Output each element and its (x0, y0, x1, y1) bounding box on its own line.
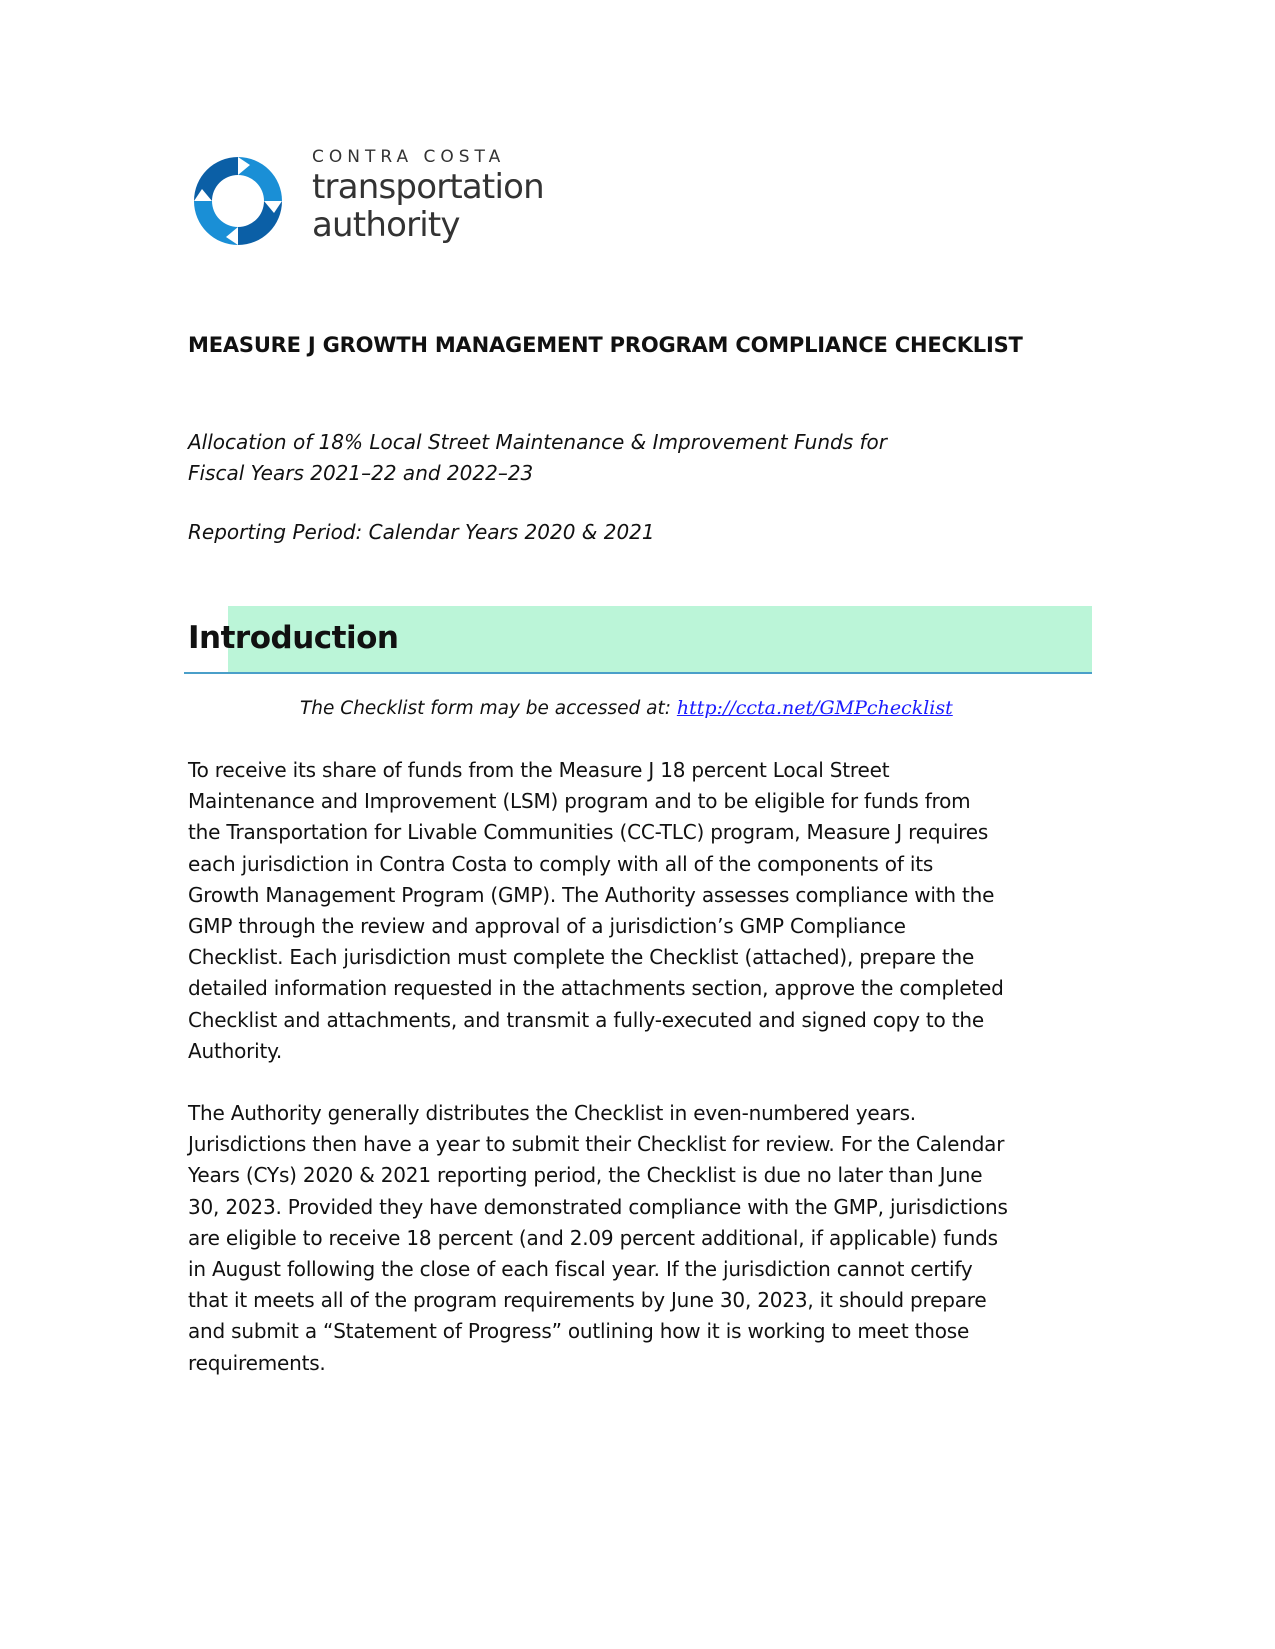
subtitle-line: Fiscal Years 2021–22 and 2022–23 (188, 461, 534, 485)
paragraph-line: The Authority generally distributes the Checklist in even-numbered years. (188, 1101, 916, 1125)
paragraph-line: Maintenance and Improvement (LSM) program and to be eligible for funds from (188, 789, 971, 814)
reporting-period: Reporting Period: Calendar Years 2020 & 2021 (188, 520, 655, 544)
access-label: The Checklist form may be accessed at: (300, 698, 677, 719)
paragraph-line: Jurisdictions then have a year to submit their Checklist for review. For the Calendar (188, 1132, 1005, 1157)
paragraph-line: Checklist. Each jurisdiction must complete the Checklist (attached), prepare the (188, 945, 975, 970)
paragraph-line: 30, 2023. Provided they have demonstrated compliance with the GMP, jurisdictions (188, 1194, 1008, 1219)
paragraph-line: requirements. (188, 1350, 326, 1375)
logo-wordmark (312, 146, 544, 244)
paragraph-line: are eligible to receive 18 percent (and 2.09 percent additional, if applicable) funds (188, 1225, 998, 1250)
checklist-access-line (300, 697, 953, 719)
paragraph-line: detailed information requested in the attachments section, approve the completed (188, 976, 1004, 1001)
paragraph-line: Checklist and attachments, and transmit a fully-executed and signed copy to the (188, 1007, 984, 1032)
document-subtitle (188, 427, 1088, 489)
paragraph-line: the Transportation for Livable Communities (CC-TLC) program, Measure J requires (188, 820, 989, 845)
intro-paragraph-1 (188, 755, 1108, 1067)
paragraph-line: that it meets all of the program requirements by June 30, 2023, it should prepare (188, 1288, 987, 1313)
logo-line-authority: authority (312, 205, 460, 245)
paragraph-line: Growth Management Program (GMP). The Authority assesses compliance with the (188, 882, 995, 907)
document-title: MEASURE J GROWTH MANAGEMENT PROGRAM COMPLIANCE CHECKLIST (188, 333, 1023, 357)
paragraph-line: in August following the close of each fiscal year. If the jurisdiction cannot certify (188, 1257, 973, 1282)
ccta-logo (188, 146, 588, 256)
paragraph-line: Years (CYs) 2020 & 2021 reporting period, the Checklist is due no later than June (188, 1163, 983, 1188)
section-heading-text: Introduction (188, 620, 399, 656)
logo-line-contra-costa: CONTRA COSTA (312, 147, 506, 167)
checklist-link[interactable]: http://ccta.net/GMPchecklist (676, 697, 953, 719)
ccta-logo-mark-icon (188, 151, 288, 251)
paragraph-line: GMP through the review and approval of a jurisdiction’s GMP Compliance (188, 914, 906, 939)
paragraph-line: To receive its share of funds from the Measure J 18 percent Local Street (188, 758, 890, 782)
section-heading-introduction (184, 606, 1092, 674)
paragraph-line: Authority. (188, 1038, 283, 1063)
logo-line-transportation: transportation (312, 167, 544, 207)
intro-paragraph-2 (188, 1098, 1108, 1379)
paragraph-line: each jurisdiction in Contra Costa to comply with all of the components of its (188, 851, 934, 876)
paragraph-line: and submit a “Statement of Progress” outlining how it is working to meet those (188, 1319, 970, 1344)
subtitle-line: Allocation of 18% Local Street Maintenance & Improvement Funds for (188, 430, 887, 454)
